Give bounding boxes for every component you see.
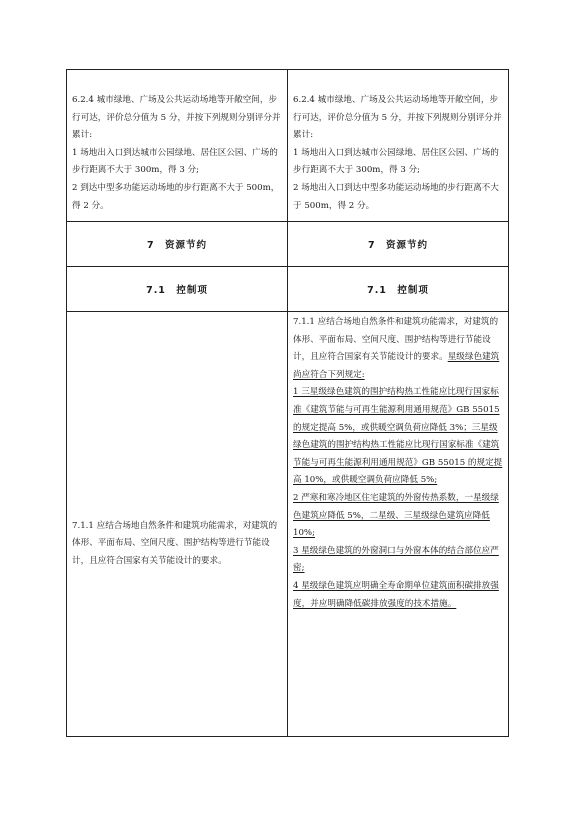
- section-heading-right: 7.1 控制项: [288, 267, 509, 312]
- added-item: 3 星级绿色建筑的外窗洞口与外窗本体的结合部位应严密;: [293, 545, 499, 574]
- left-cell-7-1-1: [67, 312, 288, 737]
- added-item: 4 星级绿色建筑应明确全寿命期单位建筑面积碳排放强度，并应明确降低碳排放强度的技术措施。: [293, 580, 499, 609]
- table-row: [67, 267, 509, 312]
- clause-item: 1 场地出入口到达城市公园绿地、居住区公园、广场的步行距离不大于 300m，得 3 分;: [72, 147, 278, 176]
- clause-text: 7.1.1 应结合场地自然条件和建筑功能需求，对建筑的体形、平面布局、空间尺度、围护结构等进行节能设计，且应符合国家有关节能设计的要求。: [72, 520, 278, 566]
- added-item: 1 三星级绿色建筑的围护结构热工性能应比现行国家标准《建筑节能与可再生能源利用通用规范》GB 55015 的规定提高 5%，或供暖空调负荷应降低 3%；三星级绿色建筑的围护结构热工性能应比现行国家标准《建筑节能与可再生能源利用通用规范》GB 55015 的规定提高 10%，或供暖空调负荷应降低 5%;: [293, 387, 503, 486]
- clause-item: 2 场地出入口到达中型多功能运动场地的步行距离不大于 500m，得 2 分。: [293, 182, 499, 211]
- section-heading-left: 7.1 控制项: [67, 267, 288, 312]
- added-text: 星级绿色建筑尚应符合下列规定:: [293, 352, 500, 380]
- clause-text: 6.2.4 城市绿地、广场及公共运动场地等开敞空间，步行可达，评价总分值为 5 分，并按下列规则分别评分并累计:: [293, 95, 502, 141]
- table-row: [67, 222, 509, 267]
- table-row: [67, 70, 509, 222]
- chapter-heading-right: 7 资源节约: [288, 222, 509, 267]
- added-item: 2 严寒和寒冷地区住宅建筑的外窗传热系数，一星级绿色建筑应降低 5%，二星级、三星级绿色建筑应降低 10%;: [293, 492, 499, 539]
- clause-item: 2 到达中型多功能运动场地的步行距离不大于 500m，得 2 分。: [72, 182, 280, 211]
- clause-text: 6.2.4 城市绿地、广场及公共运动场地等开敞空间，步行可达，评价总分值为 5 分，并按下列规则分别评分并累计:: [72, 95, 281, 141]
- clause-body: 7.1.1 应结合场地自然条件和建筑功能需求，对建筑的体形、平面布局、空间尺度、围护结构等进行节能设计，且应符合国家有关节能设计的要求。: [293, 317, 499, 363]
- table-row: [67, 312, 509, 737]
- chapter-heading-left: 7 资源节约: [67, 222, 288, 267]
- right-cell-6-2-4: [288, 70, 509, 222]
- left-cell-6-2-4: [67, 70, 288, 222]
- comparison-table: [66, 69, 509, 737]
- clause-text: [293, 314, 503, 384]
- right-cell-7-1-1: [288, 312, 509, 737]
- clause-item: 1 场地出入口到达城市公园绿地、居住区公园、广场的步行距离不大于 300m，得 3 分;: [293, 147, 499, 176]
